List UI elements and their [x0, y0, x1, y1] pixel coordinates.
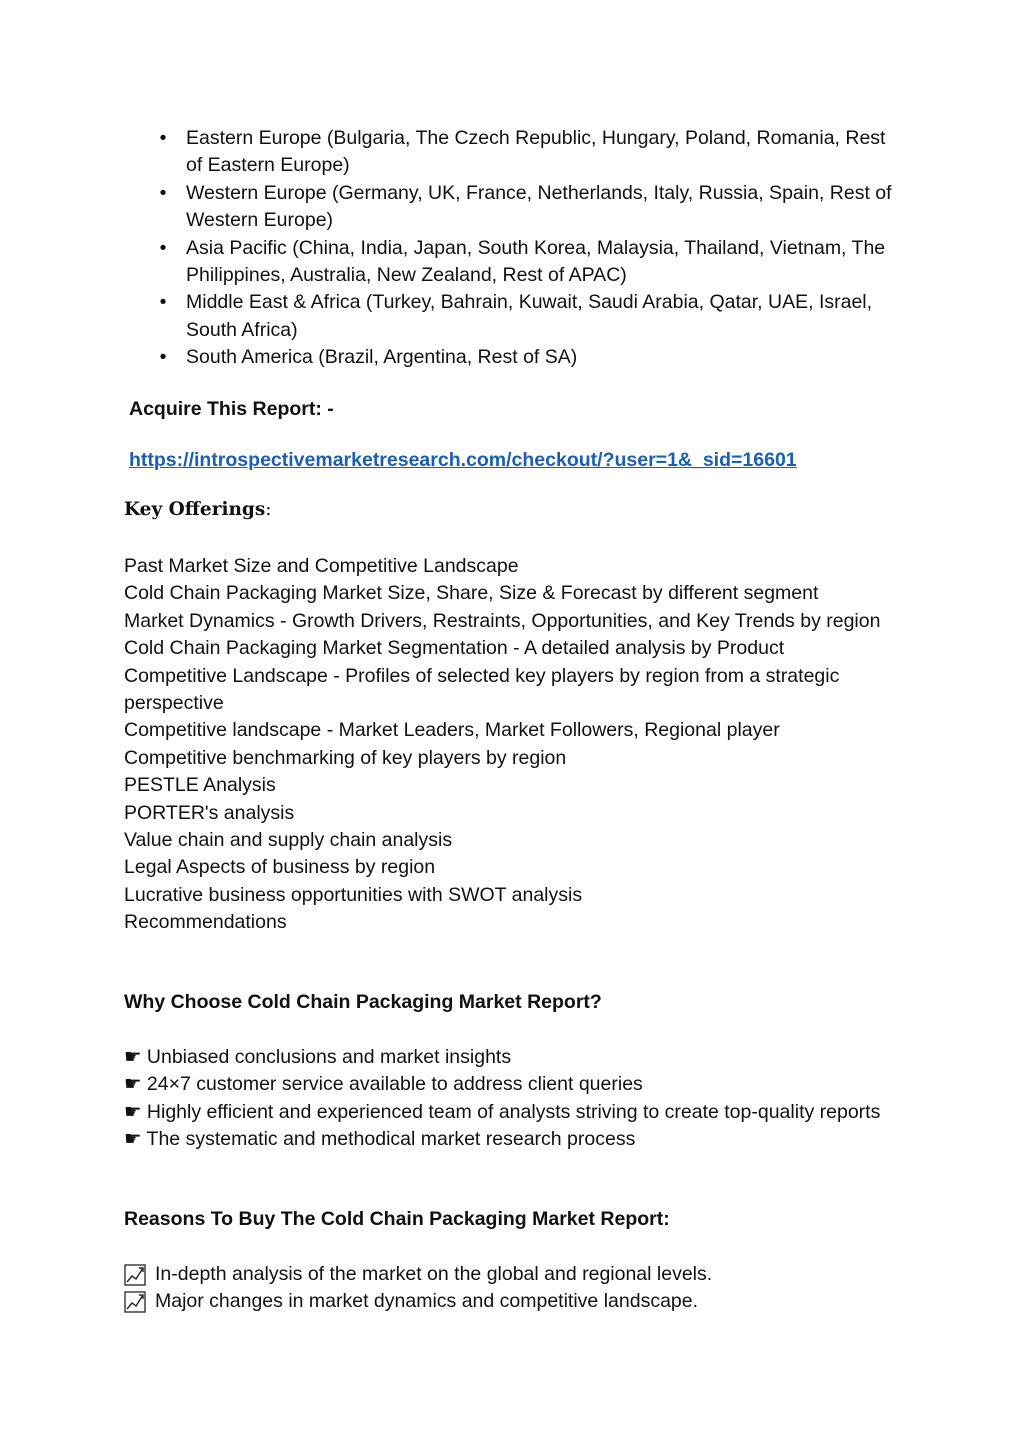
list-item: Market Dynamics - Growth Drivers, Restraints, Opportunities, and Key Trends by region: [124, 609, 881, 632]
reasons-heading: Reasons To Buy The Cold Chain Packaging Market Report:: [124, 1208, 670, 1230]
list-item: [124, 1261, 884, 1288]
list-item: PESTLE Analysis: [124, 774, 276, 797]
key-offerings-list: [124, 553, 884, 937]
list-item: [159, 344, 906, 371]
list-item: [159, 125, 906, 180]
key-offerings-title: Key Offerings: [124, 499, 266, 520]
checkout-link[interactable]: https://introspectivemarketresearch.com/checkout/?user=1&_sid=16601: [129, 449, 797, 471]
list-item: ☛ 24×7 customer service available to address client queries: [124, 1073, 643, 1096]
reasons-list: [124, 1261, 884, 1316]
list-item: ☛ Unbiased conclusions and market insights: [124, 1046, 512, 1068]
list-item: Cold Chain Packaging Market Segmentation - A detailed analysis by Product: [124, 637, 785, 660]
key-offerings-colon: :: [265, 499, 272, 520]
list-item: Cold Chain Packaging Market Size, Share, Size & Forecast by different segment: [124, 582, 819, 605]
why-choose-heading: Why Choose Cold Chain Packaging Market Report?: [124, 991, 602, 1013]
list-item: [159, 235, 906, 290]
list-item: Lucrative business opportunities with SWOT analysis: [124, 883, 583, 906]
chart-increasing-icon: [124, 1291, 146, 1313]
list-item: [159, 289, 906, 344]
reason-text: In-depth analysis of the market on the global and regional levels.: [155, 1263, 713, 1285]
reason-text: Major changes in market dynamics and competitive landscape.: [155, 1290, 699, 1313]
list-item: ☛ The systematic and methodical market research process: [124, 1128, 636, 1151]
list-item: Competitive Landscape - Profiles of selected key players by region from a strategic perspective: [124, 664, 840, 715]
list-item: Recommendations: [124, 911, 287, 934]
list-item: ☛ Highly efficient and experienced team of analysts striving to create top-quality reports: [124, 1100, 881, 1123]
bullet-icon: •: [159, 127, 167, 149]
chart-increasing-icon: [124, 1264, 146, 1286]
region-text: Asia Pacific (China, India, Japan, South Korea, Malaysia, Thailand, Vietnam, The Philippines, Australia, New Zealand, Rest of APAC): [186, 236, 886, 287]
region-text: Western Europe (Germany, UK, France, Netherlands, Italy, Russia, Spain, Rest of Western Europe): [186, 181, 892, 232]
list-item: Value chain and supply chain analysis: [124, 829, 453, 852]
key-offerings-heading: [124, 499, 272, 520]
list-item: [124, 1288, 884, 1315]
list-item: Competitive landscape - Market Leaders, Market Followers, Regional player: [124, 719, 780, 742]
region-text: Middle East & Africa (Turkey, Bahrain, Kuwait, Saudi Arabia, Qatar, UAE, Israel, South Africa): [186, 291, 873, 341]
list-item: PORTER's analysis: [124, 801, 295, 824]
bullet-icon: •: [159, 181, 167, 204]
bullet-icon: •: [159, 291, 167, 314]
list-item: Competitive benchmarking of key players by region: [124, 746, 567, 769]
region-text: Eastern Europe (Bulgaria, The Czech Republic, Hungary, Poland, Romania, Rest of Eastern Europe): [186, 127, 886, 177]
region-text: South America (Brazil, Argentina, Rest of SA): [186, 346, 578, 369]
bullet-icon: •: [159, 346, 167, 369]
acquire-heading: Acquire This Report: -: [129, 398, 334, 420]
list-item: Legal Aspects of business by region: [124, 856, 436, 879]
regions-list: [159, 125, 906, 372]
list-item: Past Market Size and Competitive Landscape: [124, 555, 519, 577]
why-choose-list: [124, 1044, 884, 1154]
list-item: [159, 180, 906, 235]
bullet-icon: •: [159, 236, 167, 259]
